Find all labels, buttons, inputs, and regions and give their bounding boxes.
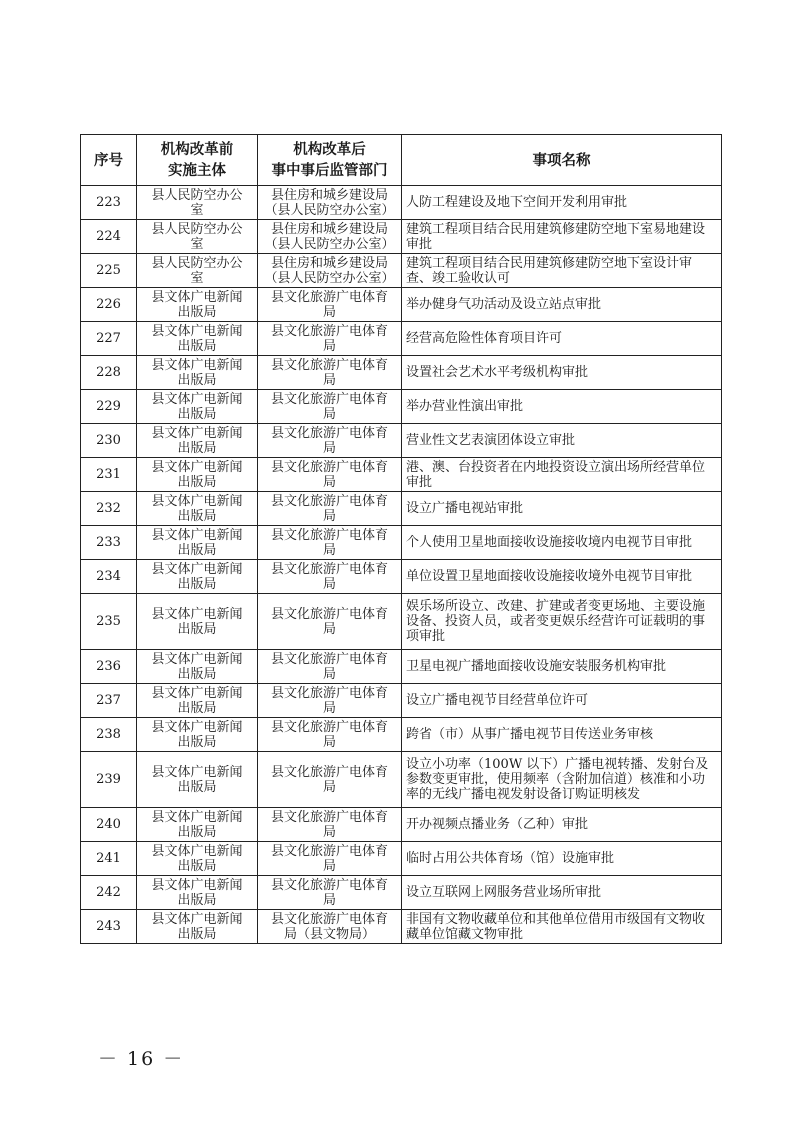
row-matter-name: 开办视频点播业务（乙种）审批	[402, 808, 722, 842]
row-matter-name: 举办营业性演出审批	[402, 390, 722, 424]
header-implementing-body: 机构改革前 实施主体	[137, 135, 258, 186]
table-row	[81, 322, 722, 356]
row-supervising-dept: 县文化旅游广电体育 局	[258, 560, 402, 594]
table-row	[81, 752, 722, 808]
row-seq: 231	[81, 458, 137, 492]
row-seq: 243	[81, 910, 137, 944]
row-matter-name: 卫星电视广播地面接收设施安装服务机构审批	[402, 650, 722, 684]
row-supervising-dept: 县住房和城乡建设局 （县人民防空办公室）	[258, 186, 402, 220]
row-seq: 239	[81, 752, 137, 808]
row-supervising-dept: 县文化旅游广电体育 局	[258, 356, 402, 390]
row-supervising-dept: 县文化旅游广电体育 局	[258, 594, 402, 650]
row-matter-name: 港、澳、台投资者在内地投资设立演出场所经营单位审批	[402, 458, 722, 492]
table-row	[81, 288, 722, 322]
row-implementing-body: 县文体广电新闻 出版局	[137, 390, 258, 424]
row-implementing-body: 县人民防空办公 室	[137, 186, 258, 220]
header-supervising-dept: 机构改革后 事中事后监管部门	[258, 135, 402, 186]
table-row	[81, 458, 722, 492]
table-row	[81, 424, 722, 458]
row-supervising-dept: 县文化旅游广电体育 局	[258, 842, 402, 876]
row-matter-name: 设立小功率（100W 以下）广播电视转播、发射台及参数变更审批，使用频率（含附加信道）核准和小功率的无线广播电视发射设备订购证明核发	[402, 752, 722, 808]
table-row	[81, 560, 722, 594]
table-row	[81, 842, 722, 876]
row-seq: 223	[81, 186, 137, 220]
row-supervising-dept: 县住房和城乡建设局 （县人民防空办公室）	[258, 254, 402, 288]
row-implementing-body: 县文体广电新闻 出版局	[137, 560, 258, 594]
row-seq: 238	[81, 718, 137, 752]
table-row	[81, 356, 722, 390]
row-matter-name: 经营高危险性体育项目许可	[402, 322, 722, 356]
row-implementing-body: 县文体广电新闻 出版局	[137, 876, 258, 910]
table-row	[81, 254, 722, 288]
row-matter-name: 设立广播电视站审批	[402, 492, 722, 526]
row-seq: 226	[81, 288, 137, 322]
page-number: － 16 －	[98, 1048, 185, 1070]
row-supervising-dept: 县文化旅游广电体育 局	[258, 492, 402, 526]
table-row	[81, 650, 722, 684]
header-seq: 序号	[81, 135, 137, 186]
row-matter-name: 临时占用公共体育场（馆）设施审批	[402, 842, 722, 876]
row-implementing-body: 县文体广电新闻 出版局	[137, 322, 258, 356]
row-supervising-dept: 县文化旅游广电体育 局	[258, 876, 402, 910]
matters-table	[80, 134, 722, 944]
row-seq: 234	[81, 560, 137, 594]
row-matter-name: 建筑工程项目结合民用建筑修建防空地下室设计审查、竣工验收认可	[402, 254, 722, 288]
row-supervising-dept: 县文化旅游广电体育 局	[258, 808, 402, 842]
row-supervising-dept: 县文化旅游广电体育 局	[258, 322, 402, 356]
row-seq: 235	[81, 594, 137, 650]
row-matter-name: 非国有文物收藏单位和其他单位借用市级国有文物收藏单位馆藏文物审批	[402, 910, 722, 944]
row-matter-name: 个人使用卫星地面接收设施接收境内电视节目审批	[402, 526, 722, 560]
row-implementing-body: 县文体广电新闻 出版局	[137, 288, 258, 322]
row-implementing-body: 县人民防空办公 室	[137, 220, 258, 254]
row-implementing-body: 县文体广电新闻 出版局	[137, 356, 258, 390]
row-implementing-body: 县文体广电新闻 出版局	[137, 526, 258, 560]
table-row	[81, 876, 722, 910]
row-matter-name: 举办健身气功活动及设立站点审批	[402, 288, 722, 322]
table-row	[81, 186, 722, 220]
row-supervising-dept: 县文化旅游广电体育 局	[258, 288, 402, 322]
row-supervising-dept: 县文化旅游广电体育 局（县文物局）	[258, 910, 402, 944]
row-implementing-body: 县文体广电新闻 出版局	[137, 910, 258, 944]
table-row	[81, 492, 722, 526]
row-matter-name: 设立互联网上网服务营业场所审批	[402, 876, 722, 910]
row-matter-name: 单位设置卫星地面接收设施接收境外电视节目审批	[402, 560, 722, 594]
table-row	[81, 526, 722, 560]
row-implementing-body: 县文体广电新闻 出版局	[137, 684, 258, 718]
row-seq: 224	[81, 220, 137, 254]
row-matter-name: 跨省（市）从事广播电视节目传送业务审核	[402, 718, 722, 752]
row-supervising-dept: 县文化旅游广电体育 局	[258, 526, 402, 560]
row-seq: 240	[81, 808, 137, 842]
row-supervising-dept: 县文化旅游广电体育 局	[258, 458, 402, 492]
table-row	[81, 594, 722, 650]
row-supervising-dept: 县文化旅游广电体育 局	[258, 684, 402, 718]
row-seq: 228	[81, 356, 137, 390]
row-supervising-dept: 县文化旅游广电体育 局	[258, 752, 402, 808]
table-row	[81, 910, 722, 944]
row-supervising-dept: 县住房和城乡建设局 （县人民防空办公室）	[258, 220, 402, 254]
row-implementing-body: 县文体广电新闻 出版局	[137, 458, 258, 492]
row-supervising-dept: 县文化旅游广电体育 局	[258, 424, 402, 458]
table-header-row	[81, 135, 722, 186]
row-supervising-dept: 县文化旅游广电体育 局	[258, 390, 402, 424]
row-seq: 242	[81, 876, 137, 910]
row-seq: 236	[81, 650, 137, 684]
row-implementing-body: 县文体广电新闻 出版局	[137, 752, 258, 808]
table-row	[81, 220, 722, 254]
table-row	[81, 390, 722, 424]
row-matter-name: 设立广播电视节目经营单位许可	[402, 684, 722, 718]
row-matter-name: 建筑工程项目结合民用建筑修建防空地下室易地建设审批	[402, 220, 722, 254]
row-implementing-body: 县人民防空办公 室	[137, 254, 258, 288]
row-implementing-body: 县文体广电新闻 出版局	[137, 650, 258, 684]
row-implementing-body: 县文体广电新闻 出版局	[137, 492, 258, 526]
row-seq: 225	[81, 254, 137, 288]
row-implementing-body: 县文体广电新闻 出版局	[137, 594, 258, 650]
row-seq: 233	[81, 526, 137, 560]
table-row	[81, 718, 722, 752]
row-matter-name: 营业性文艺表演团体设立审批	[402, 424, 722, 458]
row-matter-name: 人防工程建设及地下空间开发利用审批	[402, 186, 722, 220]
row-seq: 232	[81, 492, 137, 526]
row-matter-name: 娱乐场所设立、改建、扩建或者变更场地、主要设施设备、投资人员，或者变更娱乐经营许可证载明的事项审批	[402, 594, 722, 650]
row-implementing-body: 县文体广电新闻 出版局	[137, 842, 258, 876]
header-matter-name: 事项名称	[402, 135, 722, 186]
table-row	[81, 808, 722, 842]
row-seq: 230	[81, 424, 137, 458]
row-implementing-body: 县文体广电新闻 出版局	[137, 718, 258, 752]
row-supervising-dept: 县文化旅游广电体育 局	[258, 650, 402, 684]
row-implementing-body: 县文体广电新闻 出版局	[137, 808, 258, 842]
row-seq: 227	[81, 322, 137, 356]
row-matter-name: 设置社会艺术水平考级机构审批	[402, 356, 722, 390]
row-implementing-body: 县文体广电新闻 出版局	[137, 424, 258, 458]
table-row	[81, 684, 722, 718]
row-supervising-dept: 县文化旅游广电体育 局	[258, 718, 402, 752]
row-seq: 241	[81, 842, 137, 876]
row-seq: 237	[81, 684, 137, 718]
row-seq: 229	[81, 390, 137, 424]
